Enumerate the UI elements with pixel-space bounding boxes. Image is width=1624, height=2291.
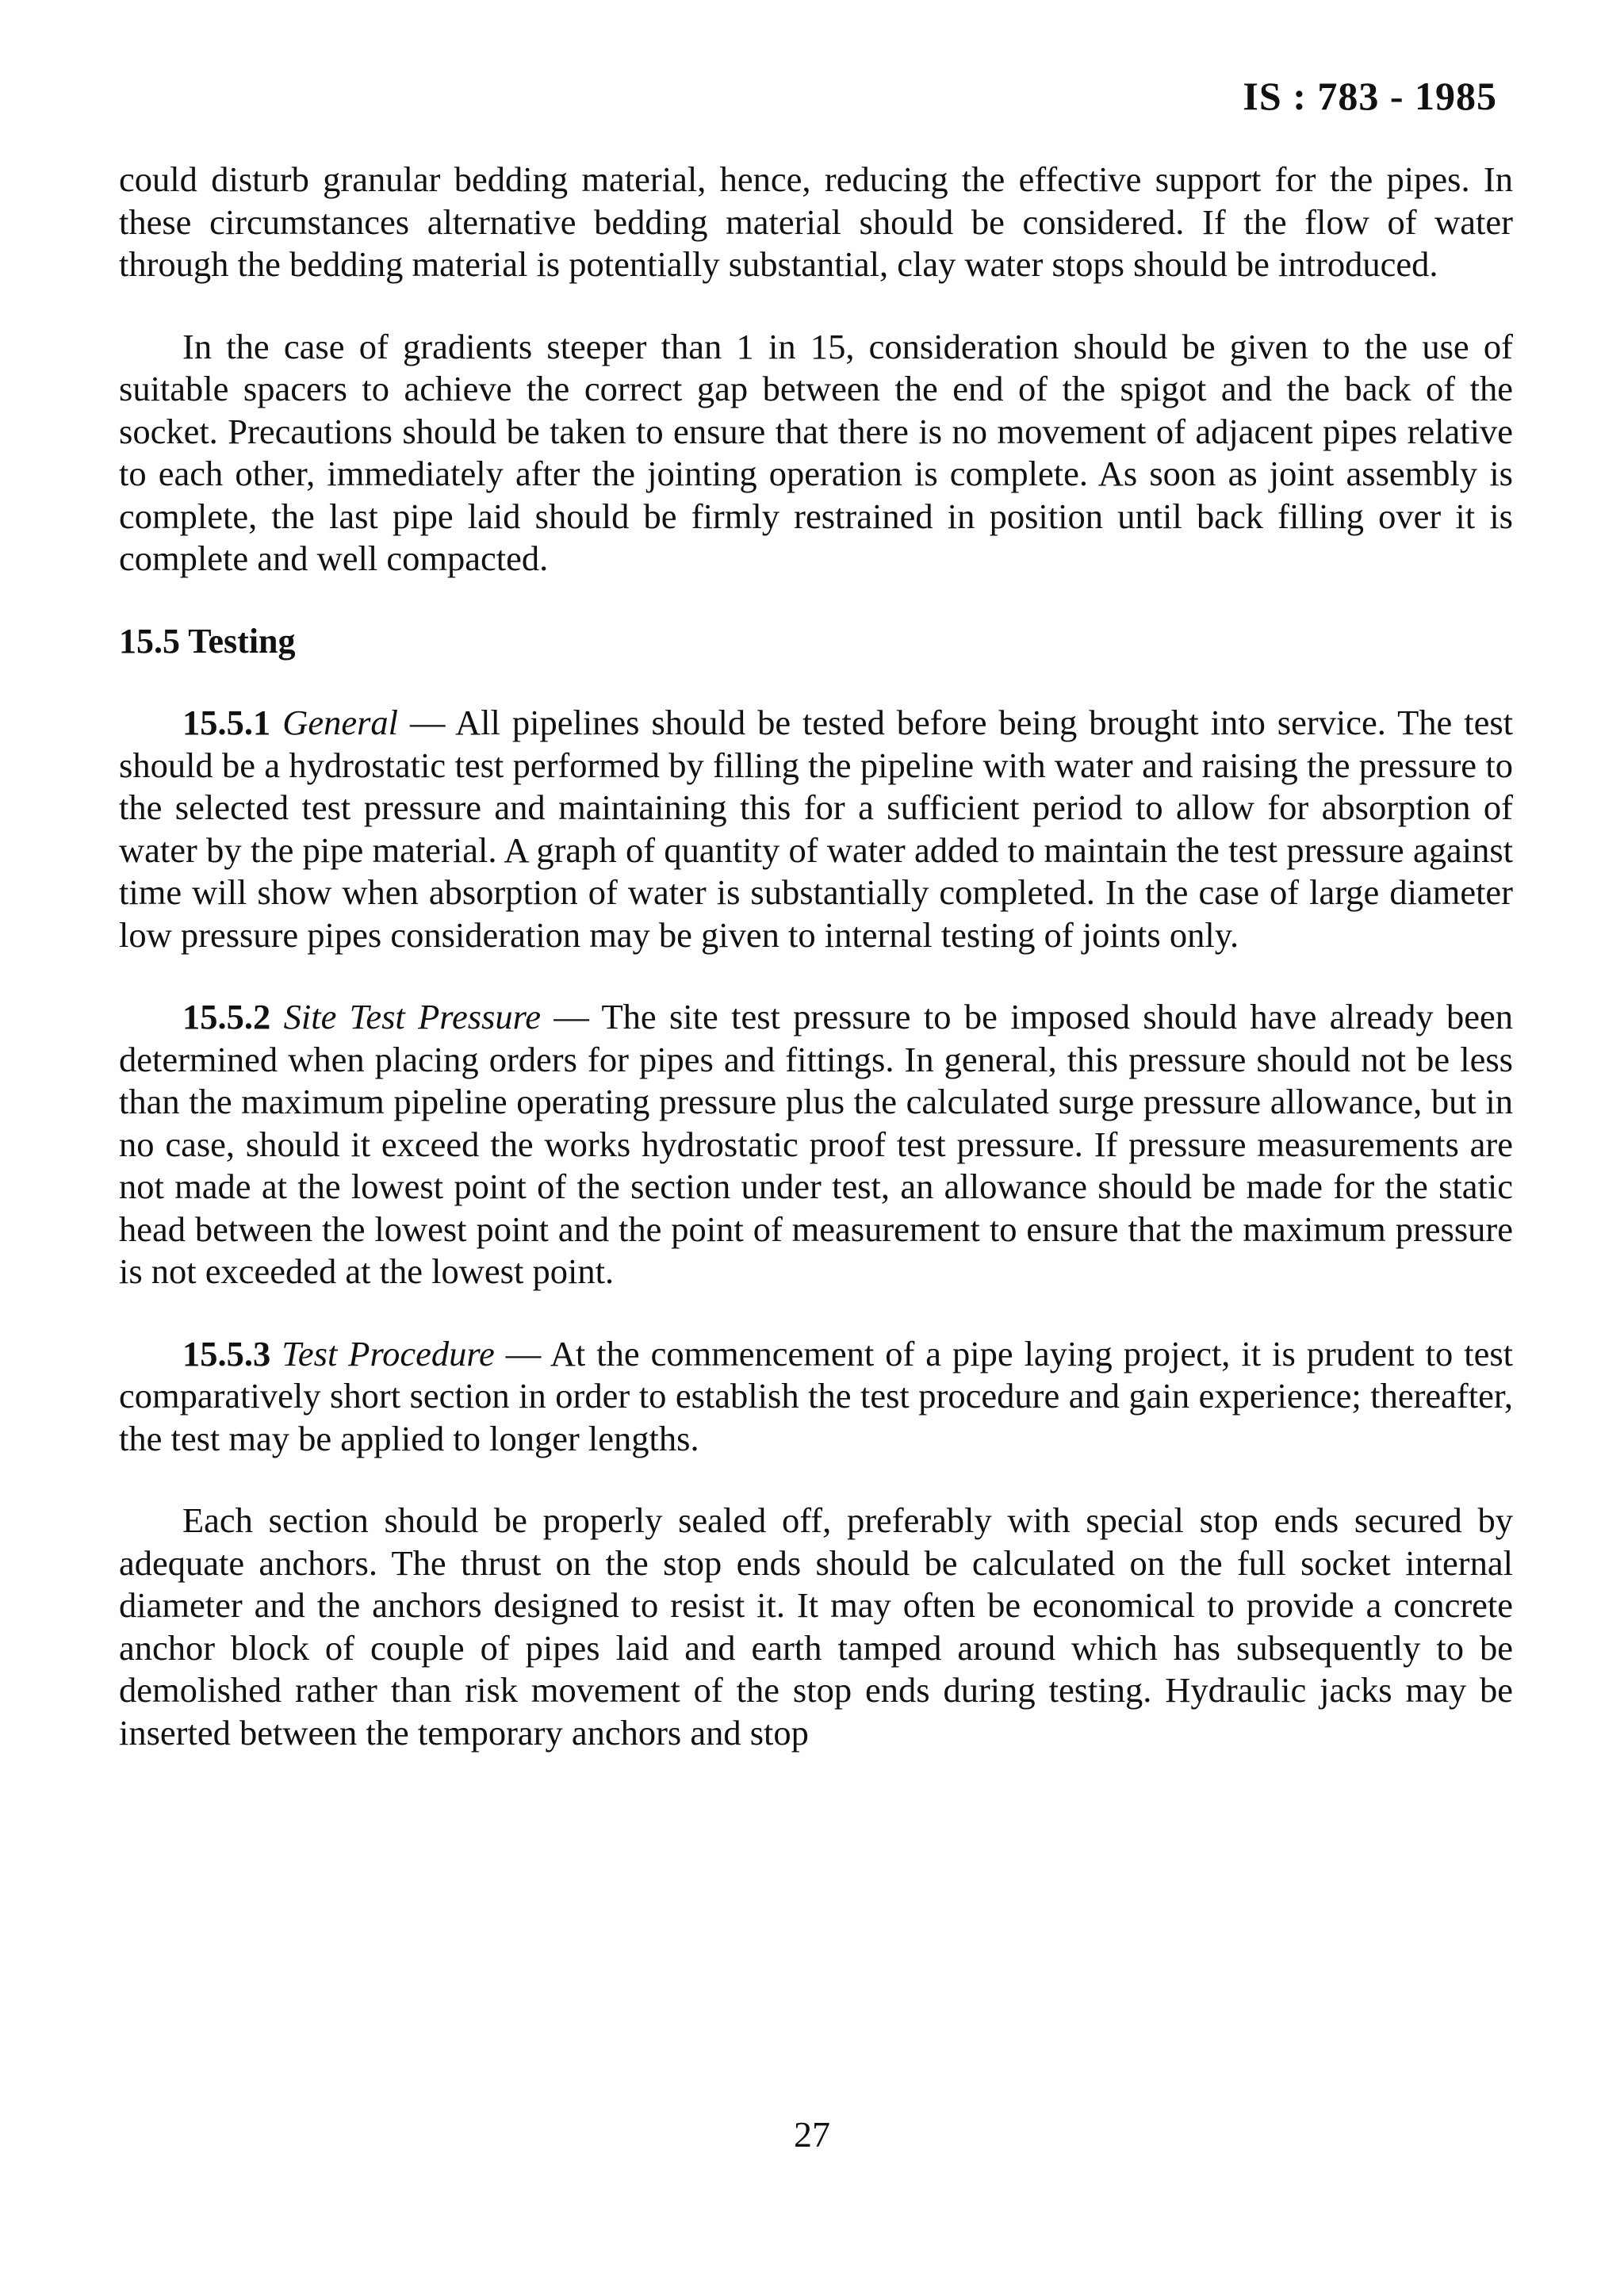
clause-number: 15.5.3 — [182, 1333, 271, 1373]
clause-15-5-3 — [119, 1333, 1513, 1461]
clause-text: The site test pressure to be imposed should have already been determined when placing orders for pipes and fittings. In general, this pressure should not be less than the maximum pipeline operating pressure plus the calculated surge pressure allowance, but in no case, should it exceed the works hydrostatic proof test pressure. If pressure measurements are not made at the lowest point of the section under test, an allowance should be made for the static head between the lowest point and the point of measurement to ensure that the maximum pressure is not exceeded at the lowest point. — [119, 997, 1514, 1291]
clause-text: All pipelines should be tested before being brought into service. The test should be a hydrostatic test performed by filling the pipeline with water and raising the pressure to the selected test pressure and maintaining this for a sufficient period to allow for absorption of water by the pipe material. A graph of quantity of water added to maintain the test pressure against time will show when absorption of water is substantially completed. In the case of large diameter low pressure pipes consideration may be given to internal testing of joints only. — [119, 703, 1514, 955]
clause-title: Site Test Pressure — [283, 997, 542, 1036]
document-body — [119, 159, 1513, 1794]
clause-dash: — — [398, 703, 456, 742]
clause-title: General — [282, 703, 399, 742]
clause-15-5-2 — [119, 996, 1513, 1293]
paragraph-gradients: In the case of gradients steeper than 1 in 15, consideration should be given to the use of suitable spacers to achieve the correct gap between the end of the spigot and the back of the socket. Precautions should be taken to ensure that there is no movement of adjacent pipes relative to each other, immediately after the jointing operation is complete. As soon as joint assembly is complete, the last pipe laid should be firmly restrained in position until back filling over it is complete and well compacted. — [119, 326, 1513, 578]
clause-number: 15.5.2 — [182, 997, 271, 1036]
clause-dash: — — [494, 1333, 550, 1373]
clause-title: Test Procedure — [282, 1333, 495, 1373]
clause-text: At the commencement of a pipe laying project, it is prudent to test comparatively short section in order to establish the test procedure and gain experience; thereafter, the test may be applied to longer lengths. — [119, 1333, 1513, 1458]
clause-dash: — — [541, 997, 602, 1036]
paragraph-stop-ends: Each section should be properly sealed off, preferably with special stop ends secured by adequate anchors. The thrust on the stop ends should be calculated on the full socket internal diameter and the anchors designed to resist it. It may often be economical to provide a concrete anchor block of couple of pipes laid and earth tamped around which has subsequently to be demolished rather than risk movement of the stop ends during testing. Hydraulic jacks may be inserted between the temporary anchors and stop — [119, 1500, 1513, 1753]
standard-number-header: IS : 783 - 1985 — [1243, 74, 1497, 118]
clause-number: 15.5.1 — [182, 703, 271, 742]
section-heading-testing: 15.5 Testing — [119, 621, 296, 661]
paragraph-continued: could disturb granular bedding material, hence, reducing the effective support for the pipes. In these circumstances alternative bedding material should be considered. If the flow of water through the bedding material is potentially substantial, clay water stops should be introduced. — [119, 159, 1513, 284]
page-number: 27 — [794, 2114, 830, 2155]
clause-15-5-1 — [119, 702, 1513, 956]
